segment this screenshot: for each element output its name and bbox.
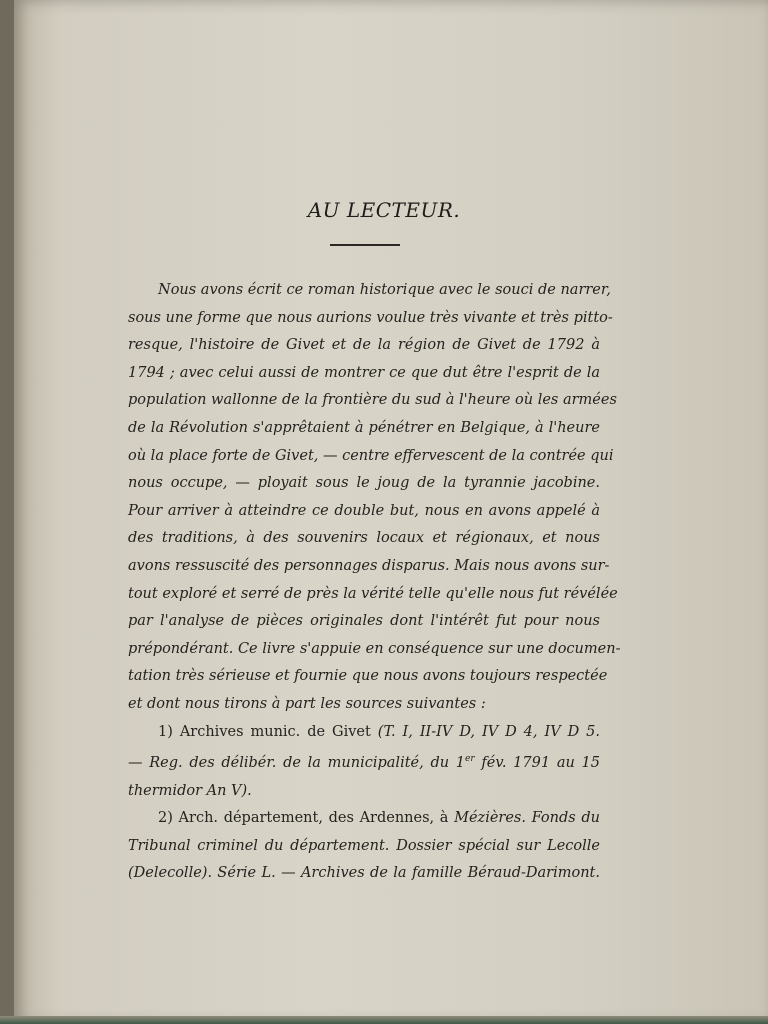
page-title: AU LECTEUR.	[307, 198, 461, 222]
paragraph-line: nous occupe, — ployait sous le joug de la tyrannie jacobine.	[128, 475, 600, 492]
title-underline-rule	[330, 244, 400, 246]
paragraph-line: et dont nous tirons à part les sources suivantes :	[128, 695, 486, 712]
paragraph-line: de la Révolution s'apprêtaient à pénétrer en Belgique, à l'heure	[128, 419, 600, 436]
paragraph-line: par l'analyse de pièces originales dont l'intérêt fut pour nous	[128, 613, 600, 630]
source-1-line-2-start: — Reg. des délibér. de la municipalité, du 1	[128, 754, 466, 771]
paragraph-line: tation très sérieuse et fournie que nous avons toujours respectée	[128, 668, 608, 685]
source-1-prefix: 1) Archives munic. de Givet	[158, 723, 378, 740]
paragraph-line: population wallonne de la frontière du sud à l'heure où les armées	[128, 392, 617, 409]
source-1-line-3: thermidor An V).	[128, 782, 252, 799]
source-2-italic: Mézières. Fonds du	[454, 810, 600, 827]
paragraph-line: Nous avons écrit ce roman historique avec le souci de narrer,	[158, 282, 611, 298]
paragraph-line: des traditions, à des souvenirs locaux et régionaux, et nous	[128, 530, 600, 547]
source-1-italic: (T. I, II-IV D, IV D 4, IV D 5.	[377, 723, 601, 740]
paragraph-line: où la place forte de Givet, — centre effervescent de la contrée qui	[128, 447, 614, 464]
paragraph-line: prépondérant. Ce livre s'appuie en conséquence sur une documen-	[128, 640, 621, 657]
source-2-line-1	[128, 805, 600, 833]
source-2-prefix: 2) Arch. département, des Ardennes, à	[158, 810, 455, 827]
paragraph-line: sous une forme que nous aurions voulue très vivante et très pitto-	[128, 309, 613, 326]
paragraph-line: resque, l'histoire de Givet et de la région de Givet de 1792 à	[128, 337, 600, 354]
source-1-line-2-end: fév. 1791 au 15	[474, 754, 600, 771]
source-1-line-2	[128, 746, 600, 777]
superscript-er: er	[465, 754, 475, 765]
source-2-line-2: Tribunal criminel du département. Dossier spécial sur Lecolle	[128, 837, 600, 854]
body-text	[128, 277, 621, 888]
paragraph-line: tout exploré et serré de près la vérité telle qu'elle nous fut révélée	[128, 585, 618, 602]
paragraph-line: 1794 ; avec celui aussi de montrer ce que dut être l'esprit de la	[128, 364, 600, 381]
paragraph-line: avons ressuscité des personnages disparus. Mais nous avons sur-	[128, 557, 610, 574]
paragraph-line: Pour arriver à atteindre ce double but, nous en avons appelé à	[128, 502, 600, 519]
page-bottom-edge	[0, 1016, 768, 1024]
source-2-line-3: (Delecolle). Série L. — Archives de la famille Béraud-Darimont.	[128, 865, 600, 882]
source-1-line-1	[128, 719, 600, 747]
